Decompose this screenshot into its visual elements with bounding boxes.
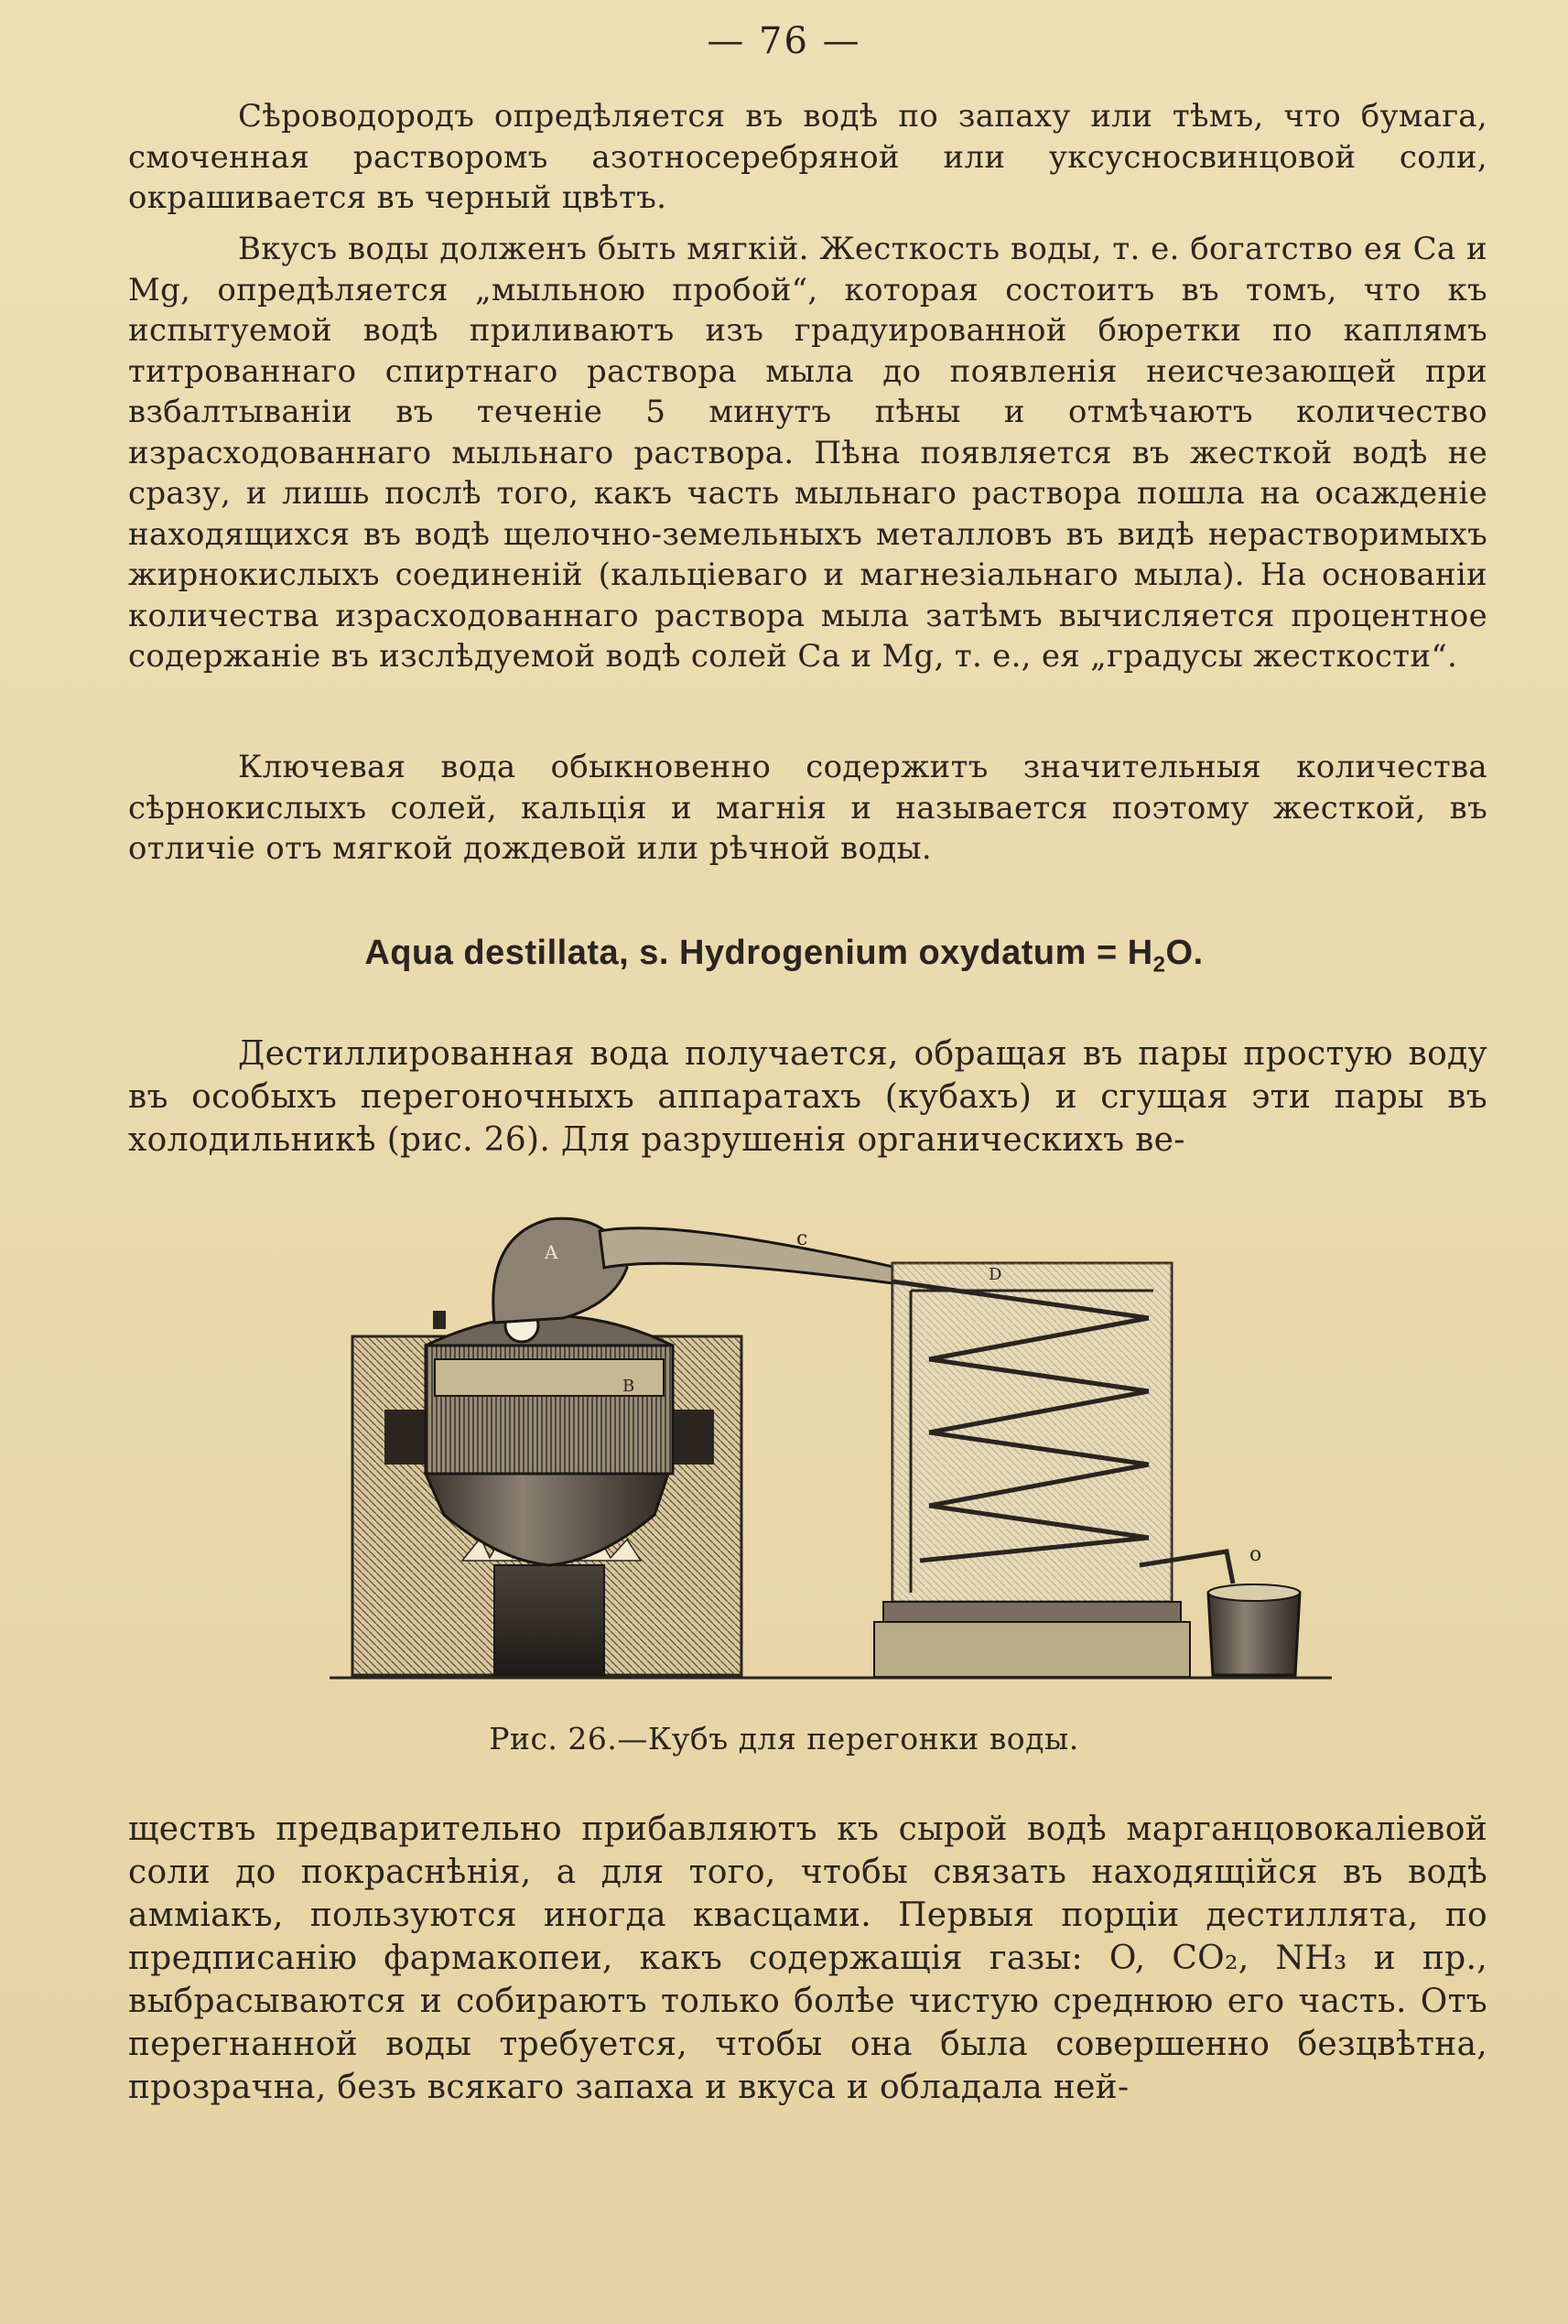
paragraph-distillation-continued <box>128 1808 1487 2109</box>
tank-base <box>883 1602 1181 1622</box>
label-d: D <box>989 1265 1002 1284</box>
receiver-bucket <box>1208 1593 1300 1675</box>
page-number: — 76 — <box>707 20 861 62</box>
paragraph-text: Сѣроводородъ опредѣляется въ водѣ по запаху или тѣмъ, что бумага, смоченная растворомъ азотносеребряной или уксусносвинцовой соли, окрашивается въ черный цвѣтъ. <box>128 98 1487 216</box>
distillation-apparatus-illustration <box>325 1199 1350 1698</box>
paragraph-hydrogen-sulfide <box>128 96 1487 219</box>
paragraph-text: Ключевая вода обыкновенно содержитъ значительныя количества сѣрнокислыхъ солей, кальція и магнія и называется поэтому жесткой, въ отличіе отъ мягкой дождевой или рѣчной воды. <box>128 749 1487 867</box>
paragraph-spring-water <box>128 747 1487 870</box>
paragraph-text: Вкусъ воды долженъ быть мягкій. Жесткость воды, т. е. богатство ея Ca и Mg, опредѣляется „мыльною пробой“, которая состоитъ въ томъ, что къ испытуемой водѣ приливаютъ изъ градуированной бюретки по каплямъ титрованнаго спиртнаго раствора мыла до появленія неисчезающей при взбалтываніи въ теченіе 5 минутъ пѣны и отмѣчаютъ количество израсходованнаго мыльнаго раствора. Пѣна появляется въ жесткой водѣ не сразу, и лишь послѣ того, какъ часть мыльнаго раствора пошла на осажденіе находящихся въ водѣ щелочно-земельныхъ металловъ въ видѣ нерастворимыхъ жирнокислыхъ соединеній (кальціеваго и магнезіальнаго мыла). На основаніи количества израсходованнаго раствора мыла затѣмъ вычисляется процентное содержаніе въ изслѣдуемой водѣ солей Ca и Mg, т. е., ея „градусы жесткости“. <box>128 231 1487 675</box>
boiler-valve <box>433 1311 446 1329</box>
paragraph-water-hardness <box>128 229 1487 677</box>
section-heading <box>0 934 1568 978</box>
paragraph-text: ществъ предварительно прибавляютъ къ сырой водѣ марганцовокаліевой соли до покраснѣнія, а для того, чтобы связать находящійся въ водѣ амміакъ, пользуются иногда квасцами. Первыя порціи дестиллята, по предписанію фармакопеи, какъ содержащія газы: O, CO₂, NH₃ и пр., выбрасываются и собираютъ только болѣе чистую среднюю его часть. Отъ перегнанной воды требуется, чтобы она была совершенно безцвѣтна, прозрачна, безъ всякаго запаха и вкуса и обладала ней- <box>128 1811 1487 2106</box>
condenser-pipe <box>600 1228 897 1283</box>
paragraph-distilled-water <box>128 1032 1487 1162</box>
firebox <box>494 1565 604 1675</box>
label-c: c <box>796 1227 808 1250</box>
label-a: A <box>545 1241 558 1263</box>
label-o: o <box>1249 1543 1262 1566</box>
paragraph-text: Дестиллированная вода получается, обращая въ пары простую воду въ особыхъ перегоночныхъ аппаратахъ (кубахъ) и сгущая эти пары въ холодильникѣ (рис. 26). Для разрушенія органическихъ ве- <box>128 1035 1487 1159</box>
distillation-apparatus-figure <box>325 1199 1350 1698</box>
label-b: B <box>622 1377 635 1396</box>
heading-end: O. <box>1165 934 1204 972</box>
heading-subscript: 2 <box>1152 952 1166 978</box>
heading-text: Aqua destillata, s. Hydrogenium oxydatum = H <box>364 934 1153 972</box>
figure-caption: Рис. 26.—Кубъ для перегонки воды. <box>489 1721 1079 1757</box>
tank-stand <box>874 1622 1190 1677</box>
